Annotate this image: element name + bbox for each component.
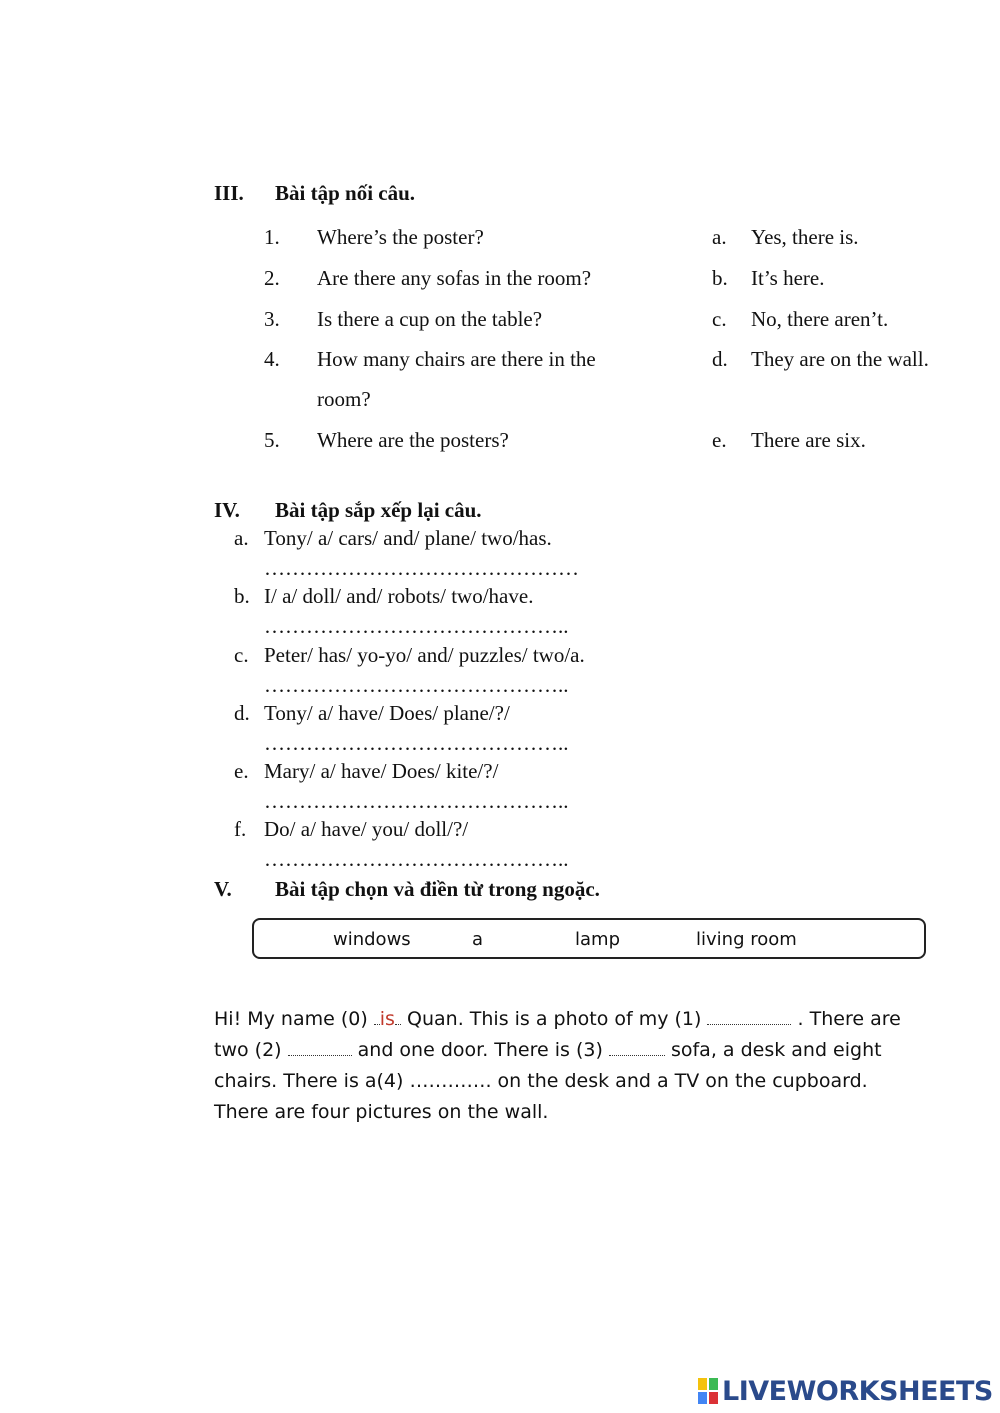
question-text: Where are the posters?: [317, 428, 509, 452]
paragraph-line-2: [214, 1039, 882, 1061]
paragraph-text: two (2): [214, 1039, 288, 1061]
question-text: How many chairs are there in the: [317, 347, 596, 371]
word-bank-word: lamp: [575, 929, 620, 950]
answer-text: Yes, there is.: [751, 225, 859, 249]
paragraph-line-4: There are four pictures on the wall.: [214, 1101, 549, 1123]
answer-letter: b.: [712, 266, 728, 290]
section-4-title: Bài tập sắp xếp lại câu.: [275, 498, 482, 522]
question-number: 1.: [264, 225, 280, 249]
item-letter: c.: [234, 643, 249, 667]
answer-letter: e.: [712, 428, 727, 452]
scrambled-sentence: Peter/ has/ yo-yo/ and/ puzzles/ two/a.: [264, 643, 585, 667]
scrambled-sentence: Mary/ a/ have/ Does/ kite/?/: [264, 759, 499, 783]
question-text: Is there a cup on the table?: [317, 307, 543, 331]
section-4-number: IV.: [214, 498, 240, 522]
logo-text: LIVEWORKSHEETS: [722, 1375, 993, 1407]
question-text: Where’s the poster?: [317, 225, 484, 249]
paragraph-line-1: [214, 1008, 901, 1030]
paragraph-text: . There are: [791, 1008, 901, 1030]
paragraph-text: Quan. This is a photo of my (1): [400, 1008, 708, 1030]
blank-3-input[interactable]: [609, 1043, 665, 1056]
question-number: 5.: [264, 428, 280, 452]
word-bank-box: [252, 918, 926, 959]
liveworksheets-logo: [698, 1376, 993, 1406]
item-letter: b.: [234, 584, 250, 608]
scrambled-sentence: Tony/ a/ cars/ and/ plane/ two/has.: [264, 526, 552, 550]
blank-1-input[interactable]: [707, 1012, 791, 1025]
answer-line[interactable]: ………………………………………: [264, 556, 579, 580]
answer-letter: c.: [712, 307, 727, 331]
section-5-number: V.: [214, 877, 232, 901]
section-5-title: Bài tập chọn và điền từ trong ngoặc.: [275, 877, 600, 901]
word-bank-word: living room: [696, 929, 797, 950]
answer-line[interactable]: ……………………………………..: [264, 847, 569, 871]
scrambled-sentence: I/ a/ doll/ and/ robots/ two/have.: [264, 584, 534, 608]
answer-text: They are on the wall.: [751, 347, 929, 371]
answer-line[interactable]: ……………………………………..: [264, 731, 569, 755]
item-letter: f.: [234, 817, 247, 841]
answer-line[interactable]: ……………………………………..: [264, 673, 569, 697]
example-answer: is: [379, 1008, 395, 1030]
question-number: 2.: [264, 266, 280, 290]
answer-line[interactable]: ……………………………………..: [264, 614, 569, 638]
scrambled-sentence: Do/ a/ have/ you/ doll/?/: [264, 817, 469, 841]
blank-2-input[interactable]: [288, 1043, 352, 1056]
paragraph-line-3: chairs. There is a(4) …………. on the desk and a TV on the cupboard.: [214, 1070, 868, 1092]
answer-letter: a.: [712, 225, 727, 249]
question-text: Are there any sofas in the room?: [317, 266, 592, 290]
paragraph-text: sofa, a desk and eight: [664, 1039, 882, 1061]
logo-mark-icon: [698, 1378, 718, 1404]
question-text-continued: room?: [317, 387, 371, 411]
answer-text: There are six.: [751, 428, 866, 452]
answer-text: It’s here.: [751, 266, 825, 290]
word-bank-word: windows: [333, 929, 411, 950]
answer-letter: d.: [712, 347, 728, 371]
answer-text: No, there aren’t.: [751, 307, 889, 331]
word-bank-word: a: [472, 929, 484, 950]
answer-line[interactable]: ……………………………………..: [264, 789, 569, 813]
question-number: 4.: [264, 347, 280, 371]
item-letter: e.: [234, 759, 249, 783]
paragraph-text: Hi! My name (0): [214, 1008, 374, 1030]
question-number: 3.: [264, 307, 280, 331]
scrambled-sentence: Tony/ a/ have/ Does/ plane/?/: [264, 701, 510, 725]
item-letter: d.: [234, 701, 250, 725]
section-3-title: Bài tập nối câu.: [275, 181, 416, 205]
item-letter: a.: [234, 526, 249, 550]
section-3-number: III.: [214, 181, 244, 205]
paragraph-text: and one door. There is (3): [351, 1039, 609, 1061]
